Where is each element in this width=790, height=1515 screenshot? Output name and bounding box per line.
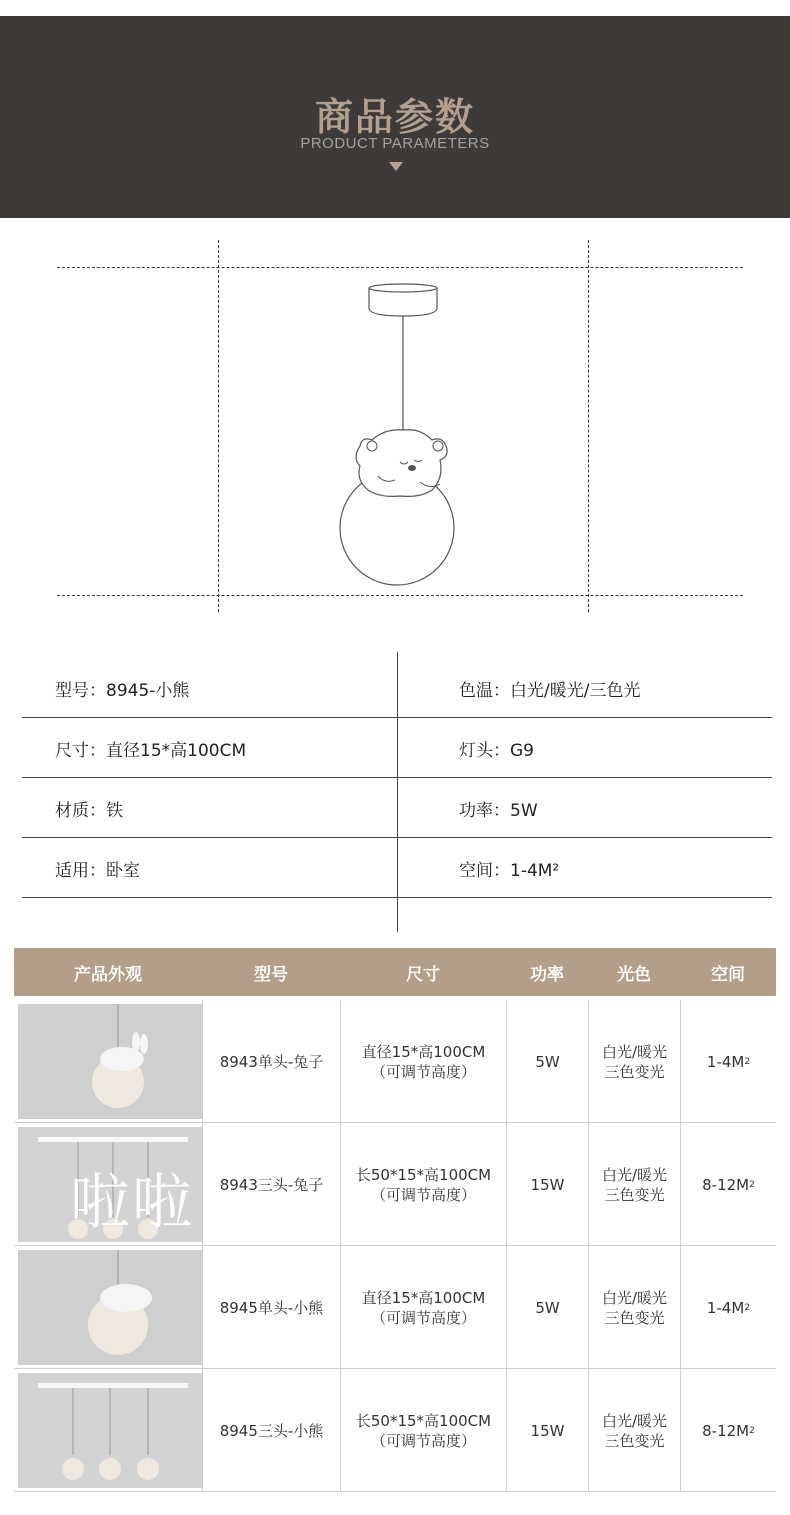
col-header-light-color: 光色 bbox=[617, 964, 651, 985]
space-cell: 1-4M 2 bbox=[680, 1000, 776, 1123]
space-cell: 8-12M 2 bbox=[680, 1369, 776, 1492]
col-header-space: 空间 bbox=[711, 964, 745, 985]
model-cell: 8945单头-小熊 bbox=[202, 1246, 340, 1369]
product-photo bbox=[18, 1373, 202, 1488]
pendant-lamp-illustration bbox=[0, 228, 790, 623]
section-title: 商品参数 bbox=[314, 95, 475, 139]
spec-material: 材质：铁 bbox=[55, 800, 123, 821]
space-cell: 8-12M 2 bbox=[680, 1123, 776, 1246]
product-photo bbox=[18, 1250, 202, 1365]
product-photo bbox=[18, 1004, 202, 1119]
power-cell: 15W bbox=[506, 1369, 588, 1492]
product-diagram bbox=[0, 228, 790, 623]
table-header bbox=[14, 948, 776, 996]
col-header-size: 尺寸 bbox=[406, 964, 440, 985]
product-image-cell bbox=[14, 1000, 202, 1123]
model-cell: 8943三头-兔子 bbox=[202, 1123, 340, 1246]
spec-row bbox=[22, 778, 772, 838]
table-row bbox=[14, 1369, 776, 1492]
size-cell: 直径15*高100CM （可调节高度） bbox=[340, 1246, 506, 1369]
light-color-cell: 白光/暖光 三色变光 bbox=[588, 1123, 680, 1246]
spec-row bbox=[22, 838, 772, 898]
spec-socket: 灯头：G9 bbox=[459, 740, 534, 761]
down-arrow-icon bbox=[389, 162, 403, 171]
spec-usage: 适用：卧室 bbox=[55, 860, 140, 881]
model-cell: 8945三头-小熊 bbox=[202, 1369, 340, 1492]
product-image-cell bbox=[14, 1369, 202, 1492]
table-row bbox=[14, 1000, 776, 1123]
col-header-power: 功率 bbox=[530, 964, 564, 985]
section-subtitle: PRODUCT PARAMETERS bbox=[300, 135, 490, 152]
spec-row bbox=[22, 658, 772, 718]
header-banner bbox=[0, 16, 790, 218]
light-color-cell: 白光/暖光 三色变光 bbox=[588, 1000, 680, 1123]
power-cell: 5W bbox=[506, 1246, 588, 1369]
product-image-cell bbox=[14, 1246, 202, 1369]
spec-table bbox=[22, 652, 772, 932]
spec-power: 功率：5W bbox=[459, 800, 538, 821]
col-header-appearance: 产品外观 bbox=[74, 964, 142, 985]
power-cell: 15W bbox=[506, 1123, 588, 1246]
light-color-cell: 白光/暖光 三色变光 bbox=[588, 1369, 680, 1492]
col-header-model: 型号 bbox=[254, 964, 288, 985]
size-cell: 直径15*高100CM （可调节高度） bbox=[340, 1000, 506, 1123]
spec-model: 型号：8945-小熊 bbox=[55, 680, 190, 701]
spec-space: 空间：1-4M² bbox=[459, 860, 560, 881]
spec-color-temp: 色温：白光/暖光/三色光 bbox=[459, 680, 641, 701]
light-color-cell: 白光/暖光 三色变光 bbox=[588, 1246, 680, 1369]
size-cell: 长50*15*高100CM （可调节高度） bbox=[340, 1123, 506, 1246]
model-cell: 8943单头-兔子 bbox=[202, 1000, 340, 1123]
table-row bbox=[14, 1246, 776, 1369]
spec-row bbox=[22, 718, 772, 778]
watermark-overlay: 啦啦 bbox=[70, 1168, 194, 1238]
space-cell: 1-4M 2 bbox=[680, 1246, 776, 1369]
spec-size: 尺寸：直径15*高100CM bbox=[55, 740, 247, 761]
size-cell: 长50*15*高100CM （可调节高度） bbox=[340, 1369, 506, 1492]
power-cell: 5W bbox=[506, 1000, 588, 1123]
